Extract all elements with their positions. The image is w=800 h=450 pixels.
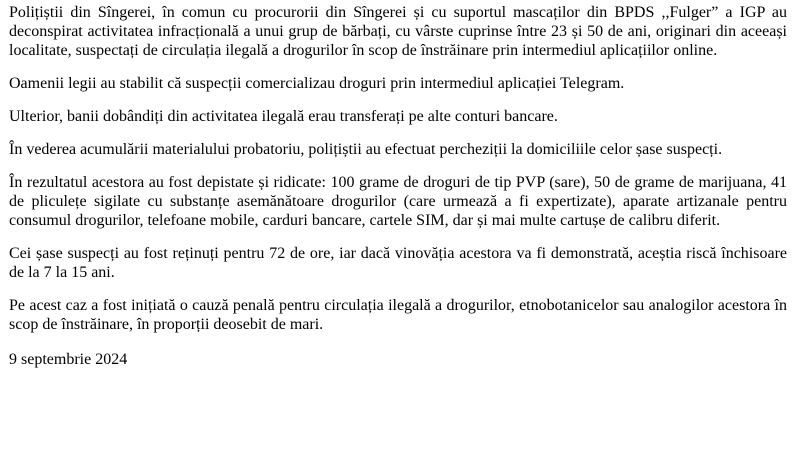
article-body [9, 3, 787, 383]
paragraph-searches: În vederea acumulării materialului probatoriu, polițiștii au efectuat percheziții la domiciliile celor șase suspecți. [9, 141, 723, 158]
paragraph-seized-items: În rezultatul acestora au fost depistate și ridicate: 100 grame de droguri de tip PVP (sare), 50 de grame de marijuana, 41 de pliculețe sigilate cu substanțe asemănătoare drogurilor (care urmează a fi expertizate), aparate artizanale pentru consumul drogurilor, telefoane mobile, carduri bancare, cartele SIM, dar și mai multe cartușe de calibru diferit. [9, 174, 787, 229]
article-date: 9 septembrie 2024 [9, 351, 128, 368]
paragraph-transfers: Ulterior, banii dobândiți din activitatea ilegală erau transferați pe alte conturi bancare. [9, 108, 558, 125]
paragraph-telegram: Oamenii legii au stabilit că suspecții comercializau droguri prin intermediul aplicației Telegram. [9, 75, 625, 92]
paragraph-criminal-case: Pe acest caz a fost inițiată o cauză penală pentru circulația ilegală a drogurilor, etnobotanicelor sau analogilor acestora în scop de înstrăinare, în proporții deosebit de mari. [9, 297, 787, 333]
paragraph-detention: Cei șase suspecți au fost reținuți pentru 72 de ore, iar dacă vinovăția acestora va fi demonstrată, aceștia riscă închisoare de la 7 la 15 ani. [9, 245, 787, 281]
paragraph-intro: Polițiștii din Sîngerei, în comun cu procurorii din Sîngerei și cu suportul mascaților din BPDS ,,Fulger” a IGP au deconspirat activitatea infracțională a unui grup de bărbați, cu vârste cuprinse între 23 și 50 de ani, originari din aceeași localitate, suspectați de circulația ilegală a drogurilor în scop de înstrăinare prin intermediul aplicațiilor online. [9, 4, 787, 59]
